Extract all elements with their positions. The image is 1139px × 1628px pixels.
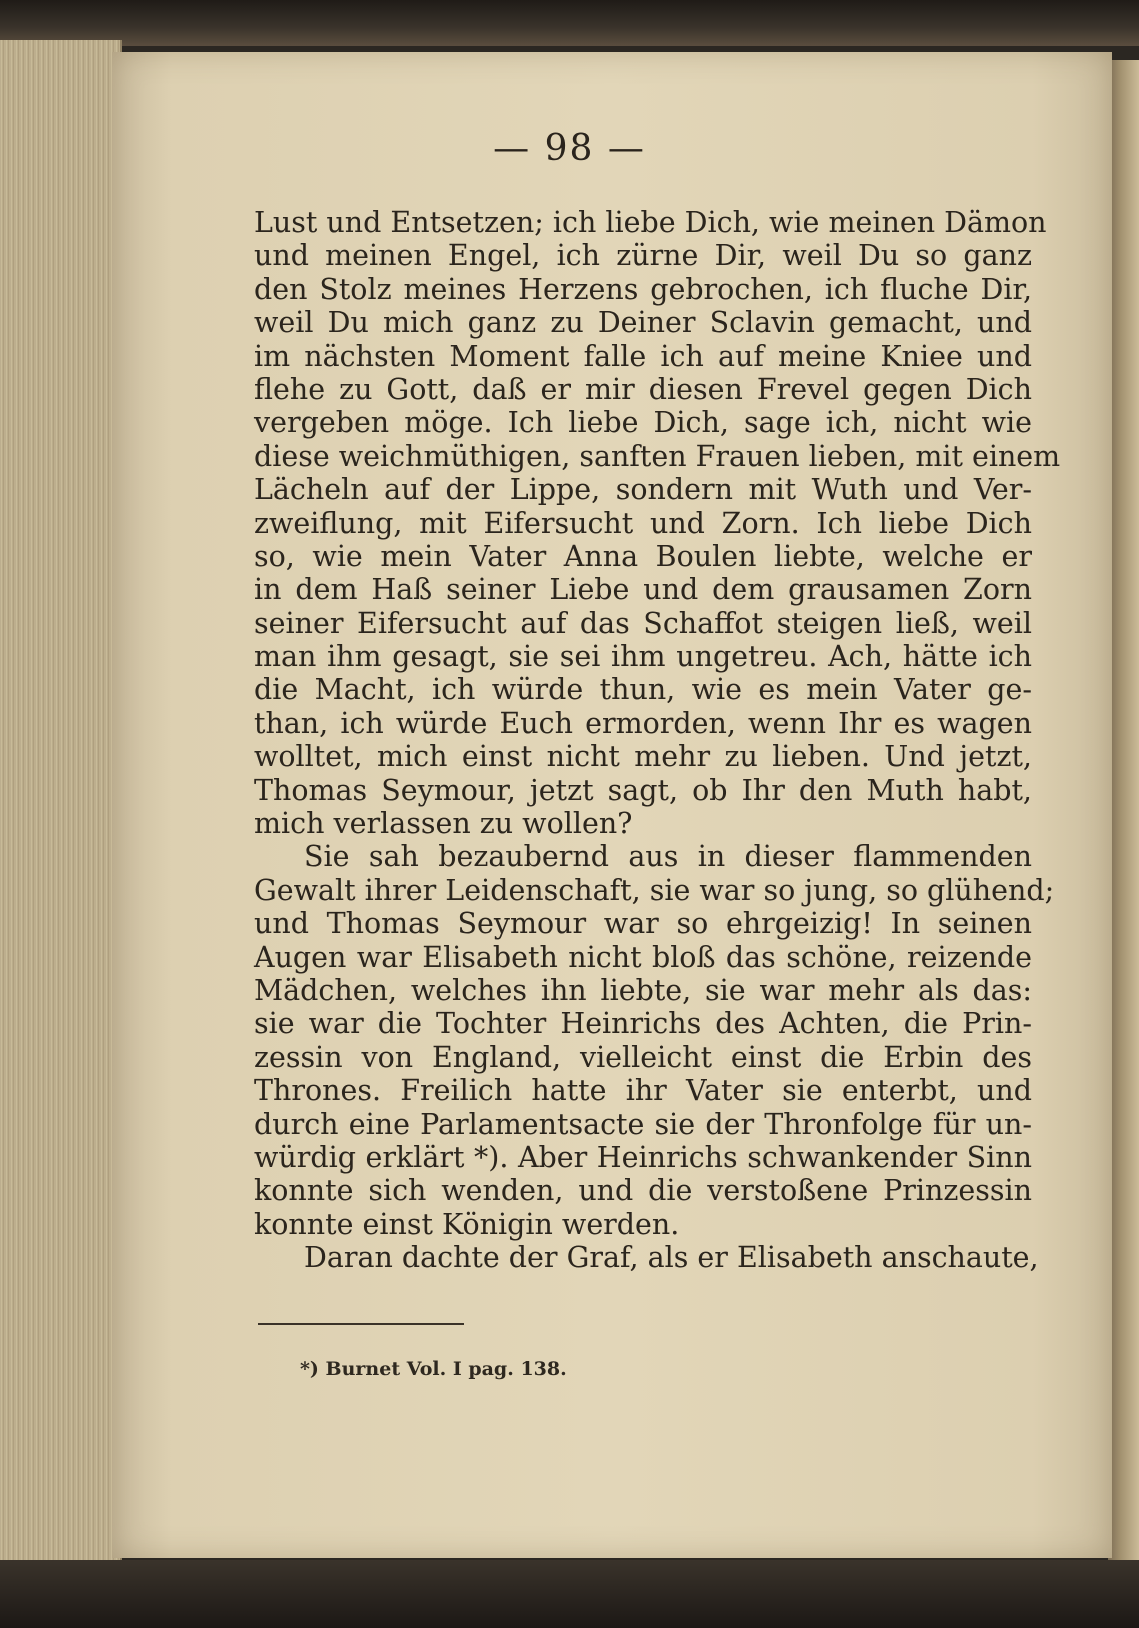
text-line: die Macht, ich würde thun, wie es mein Vater ge- <box>254 673 1032 707</box>
text-line: Thomas Seymour, jetzt sagt, ob Ihr den Muth habt, <box>254 773 1032 807</box>
text-line: flehe zu Gott, daß er mir diesen Frevel gegen Dich <box>254 372 1032 406</box>
text-line: than, ich würde Euch ermorden, wenn Ihr es wagen <box>254 706 1032 740</box>
text-line: vergeben möge. Ich liebe Dich, sage ich, nicht wie <box>254 406 1032 440</box>
text-line: seiner Eifersucht auf das Schaffot steigen ließ, weil <box>254 606 1032 640</box>
book-cover-top <box>0 0 1139 46</box>
text-line: zweiflung, mit Eifersucht und Zorn. Ich liebe Dich <box>254 506 1032 540</box>
text-line: weil Du mich ganz zu Deiner Sclavin gemacht, und <box>254 306 1032 340</box>
text-line: durch eine Parlamentsacte sie der Thronfolge für un- <box>254 1107 1032 1141</box>
text-line: zessin von England, vielleicht einst die Erbin des <box>254 1040 1032 1074</box>
text-line: Lächeln auf der Lippe, sondern mit Wuth und Ver- <box>254 473 1032 507</box>
body-text <box>254 206 1061 1275</box>
text-line: Sie sah bezaubernd aus in dieser flammenden <box>304 840 1032 874</box>
text-line: im nächsten Moment falle ich auf meine Kniee und <box>254 339 1032 373</box>
footnote-divider <box>258 1323 464 1325</box>
text-line: in dem Haß seiner Liebe und dem grausamen Zorn <box>254 573 1032 607</box>
text-line: Thrones. Freilich hatte ihr Vater sie enterbt, und <box>254 1074 1032 1108</box>
text-line: Mädchen, welches ihn liebte, sie war mehr als das: <box>254 973 1032 1007</box>
text-line: wolltet, mich einst nicht mehr zu lieben. Und jetzt, <box>254 740 1032 774</box>
text-line: konnte einst Königin werden. <box>254 1207 680 1241</box>
text-line: so, wie mein Vater Anna Boulen liebte, welche er <box>254 539 1032 573</box>
footnote: *) Burnet Vol. I pag. 138. <box>300 1358 567 1380</box>
text-line: man ihm gesagt, sie sei ihm ungetreu. Ach, hätte ich <box>254 640 1032 674</box>
text-line: und Thomas Seymour war so ehrgeizig! In seinen <box>254 907 1032 941</box>
book-spine-edge <box>1108 60 1139 1560</box>
text-line: Gewalt ihrer Leidenschaft, sie war so jung, so glühend; <box>254 873 1055 907</box>
page-number: — 98 — <box>493 128 646 169</box>
book-cover-bottom <box>0 1560 1139 1628</box>
page-stack-edge <box>0 40 122 1570</box>
text-line: diese weichmüthigen, sanften Frauen lieben, mit einem <box>254 439 1061 473</box>
text-line: sie war die Tochter Heinrichs des Achten, die Prin- <box>254 1007 1032 1041</box>
text-line: Augen war Elisabeth nicht bloß das schöne, reizende <box>254 940 1032 974</box>
text-line: Lust und Entsetzen; ich liebe Dich, wie meinen Dämon <box>254 206 1047 239</box>
text-line: mich verlassen zu wollen? <box>254 807 633 841</box>
text-line: Daran dachte der Graf, als er Elisabeth anschaute, <box>304 1241 1039 1275</box>
text-line: konnte sich wenden, und die verstoßene Prinzessin <box>254 1174 1032 1208</box>
text-line: würdig erklärt *). Aber Heinrichs schwankender Sinn <box>254 1140 1032 1174</box>
text-line: den Stolz meines Herzens gebrochen, ich fluche Dir, <box>254 272 1032 306</box>
text-line: und meinen Engel, ich zürne Dir, weil Du so ganz <box>254 239 1032 273</box>
